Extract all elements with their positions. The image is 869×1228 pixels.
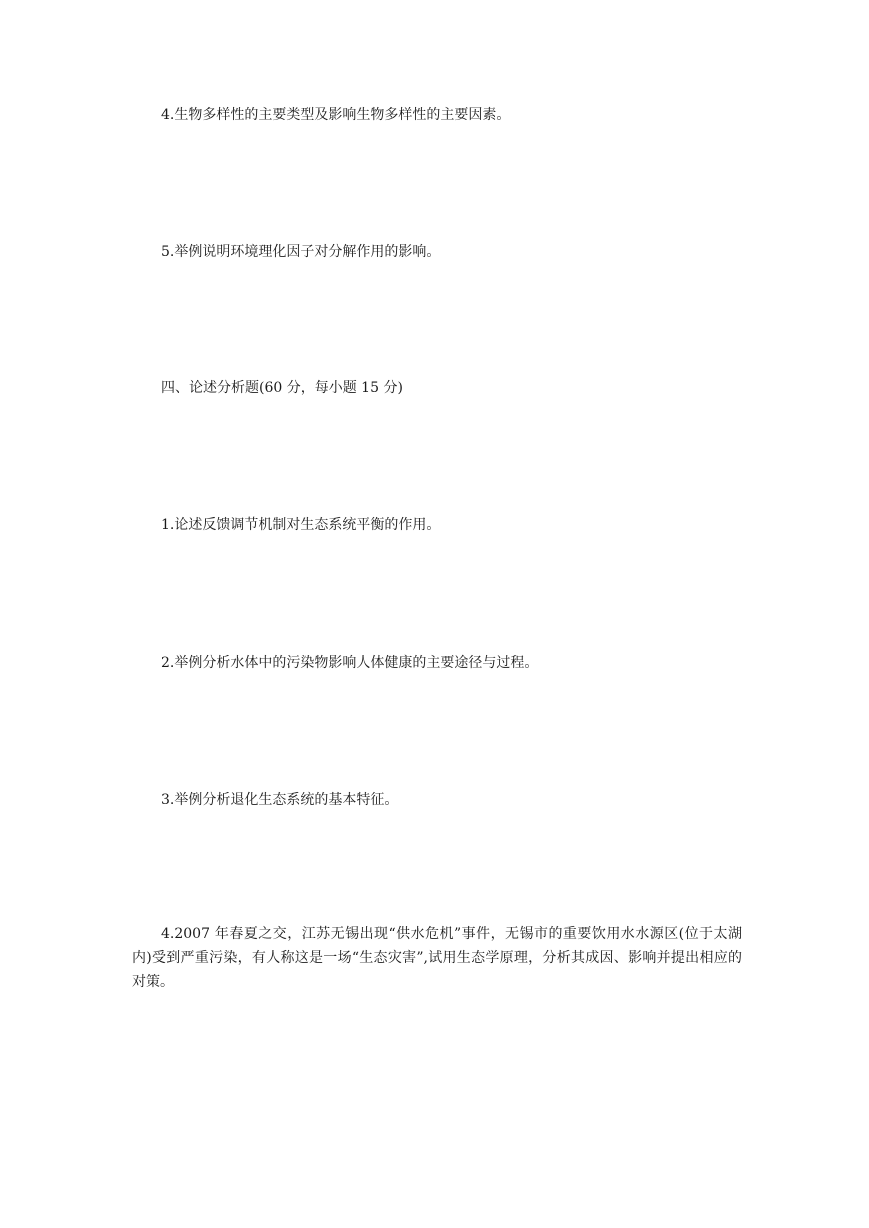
essay-question-3: 3.举例分析退化生态系统的基本特征。 [161, 792, 399, 808]
question-5-environment-factors: 5.举例说明环境理化因子对分解作用的影响。 [161, 244, 441, 260]
essay-question-1: 1.论述反馈调节机制对生态系统平衡的作用。 [161, 517, 441, 533]
section-iv-heading: 四、论述分析题(60 分，每小题 15 分) [161, 380, 403, 396]
essay-question-4: 4.2007 年春夏之交，江苏无锡出现“供水危机”事件，无锡市的重要饮用水水源区(位于太湖内)受到严重污染，有人称这是一场“生态灾害”,试用生态学原理，分析其成因、影响并提出相应的对策。 [132, 926, 742, 990]
question-4-biodiversity: 4.生物多样性的主要类型及影响生物多样性的主要因素。 [161, 107, 511, 123]
essay-question-2: 2.举例分析水体中的污染物影响人体健康的主要途径与过程。 [161, 655, 539, 671]
